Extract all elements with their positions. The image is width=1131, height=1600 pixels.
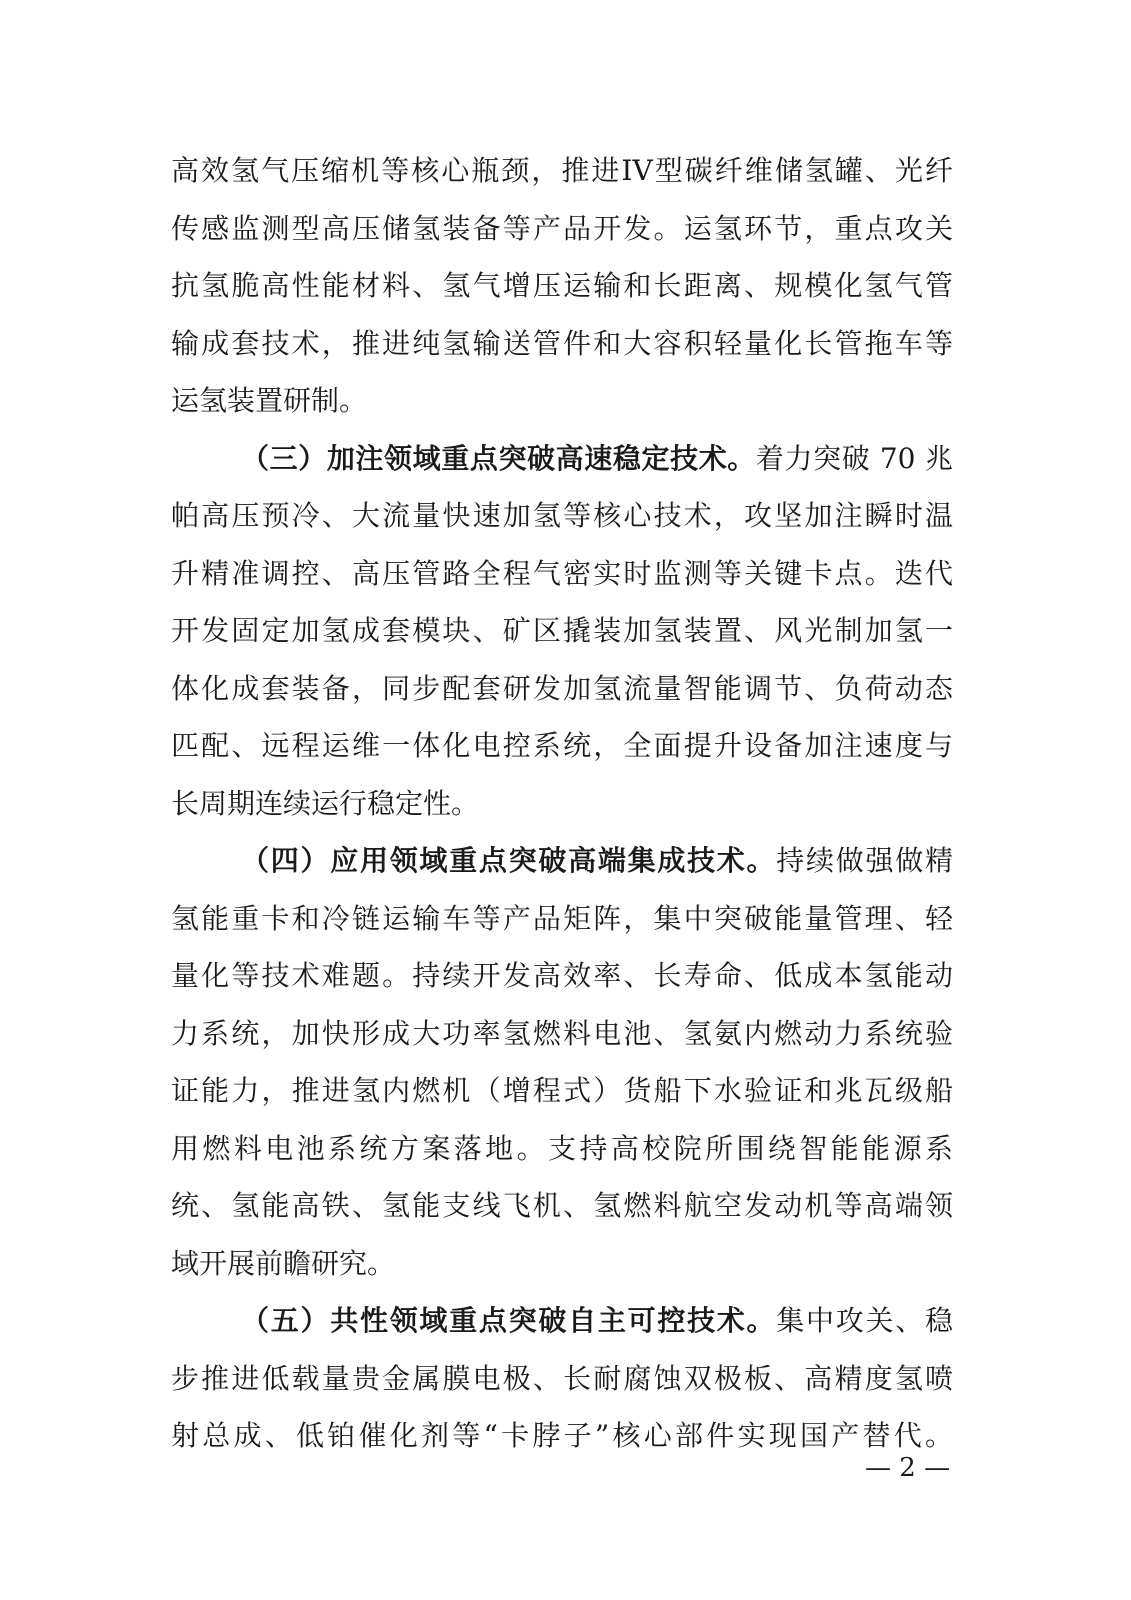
text-line: 抗氢脆高性能材料、氢气增压运输和长距离、规模化氢气管 [171, 269, 953, 302]
paragraph-storage-transport [171, 142, 953, 430]
text-line: 射总成、低铂催化剂等“卡脖子”核心部件实现国产替代。 [171, 1419, 953, 1452]
text-line [171, 1292, 953, 1350]
text-line: 用燃料电池系统方案落地。支持高校院所围绕智能能源系 [171, 1131, 953, 1165]
text-line: 步推进低载量贵金属膜电极、长耐腐蚀双极板、高精度氢喷 [171, 1361, 953, 1395]
page-number: — 2 — [865, 1453, 951, 1483]
text-line: 运氢装置研制。 [171, 384, 368, 417]
text-line: 域开展前瞻研究。 [171, 1246, 396, 1280]
text-line: 高效氢气压缩机等核心瓶颈，推进IV型碳纤维储氢罐、光纤 [171, 154, 953, 187]
text-line: 统、氢能高铁、氢能支线飞机、氢燃料航空发动机等高端领 [171, 1189, 953, 1222]
heading-rest: 着力突破 70 兆 [755, 441, 953, 475]
text-line: 匹配、远程运维一体化电控系统，全面提升设备加注速度与 [171, 729, 953, 762]
text-line: 开发固定加氢成套模块、矿区撬装加氢装置、风光制加氢一 [171, 614, 953, 647]
text-line: 体化成套装备，同步配套研发加氢流量智能调节、负荷动态 [171, 671, 953, 705]
text-line: 力系统，加快形成大功率氢燃料电池、氢氨内燃动力系统验 [171, 1016, 953, 1050]
text-line: 帕高压预冷、大流量快速加氢等核心技术，攻坚加注瞬时温 [171, 499, 953, 532]
paragraph-application [171, 832, 953, 1292]
paragraph-common-tech [171, 1292, 953, 1465]
section-heading: （三）加注领域重点突破高速稳定技术。 [241, 441, 756, 475]
section-heading: （四）应用领域重点突破高端集成技术。 [241, 844, 777, 877]
body-text [171, 142, 953, 1465]
heading-rest: 集中攻关、稳 [776, 1304, 953, 1337]
text-line: 长周期连续运行稳定性。 [171, 786, 480, 820]
text-line: 升精准调控、高压管路全程气密实时监测等关键卡点。迭代 [171, 556, 953, 590]
section-heading: （五）共性领域重点突破自主可控技术。 [241, 1304, 777, 1337]
text-line: 传感监测型高压储氢装备等产品开发。运氢环节，重点攻关 [171, 211, 953, 245]
heading-rest: 持续做强做精 [776, 844, 953, 877]
text-line: 证能力，推进氢内燃机（增程式）货船下水验证和兆瓦级船 [171, 1074, 953, 1107]
text-line: 量化等技术难题。持续开发高效率、长寿命、低成本氢能动 [171, 959, 953, 992]
text-line: 氢能重卡和冷链运输车等产品矩阵，集中突破能量管理、轻 [171, 901, 953, 935]
paragraph-refueling [171, 430, 953, 833]
text-line [171, 832, 953, 890]
text-line [171, 430, 953, 488]
text-line: 输成套技术，推进纯氢输送管件和大容积轻量化长管拖车等 [171, 326, 953, 360]
